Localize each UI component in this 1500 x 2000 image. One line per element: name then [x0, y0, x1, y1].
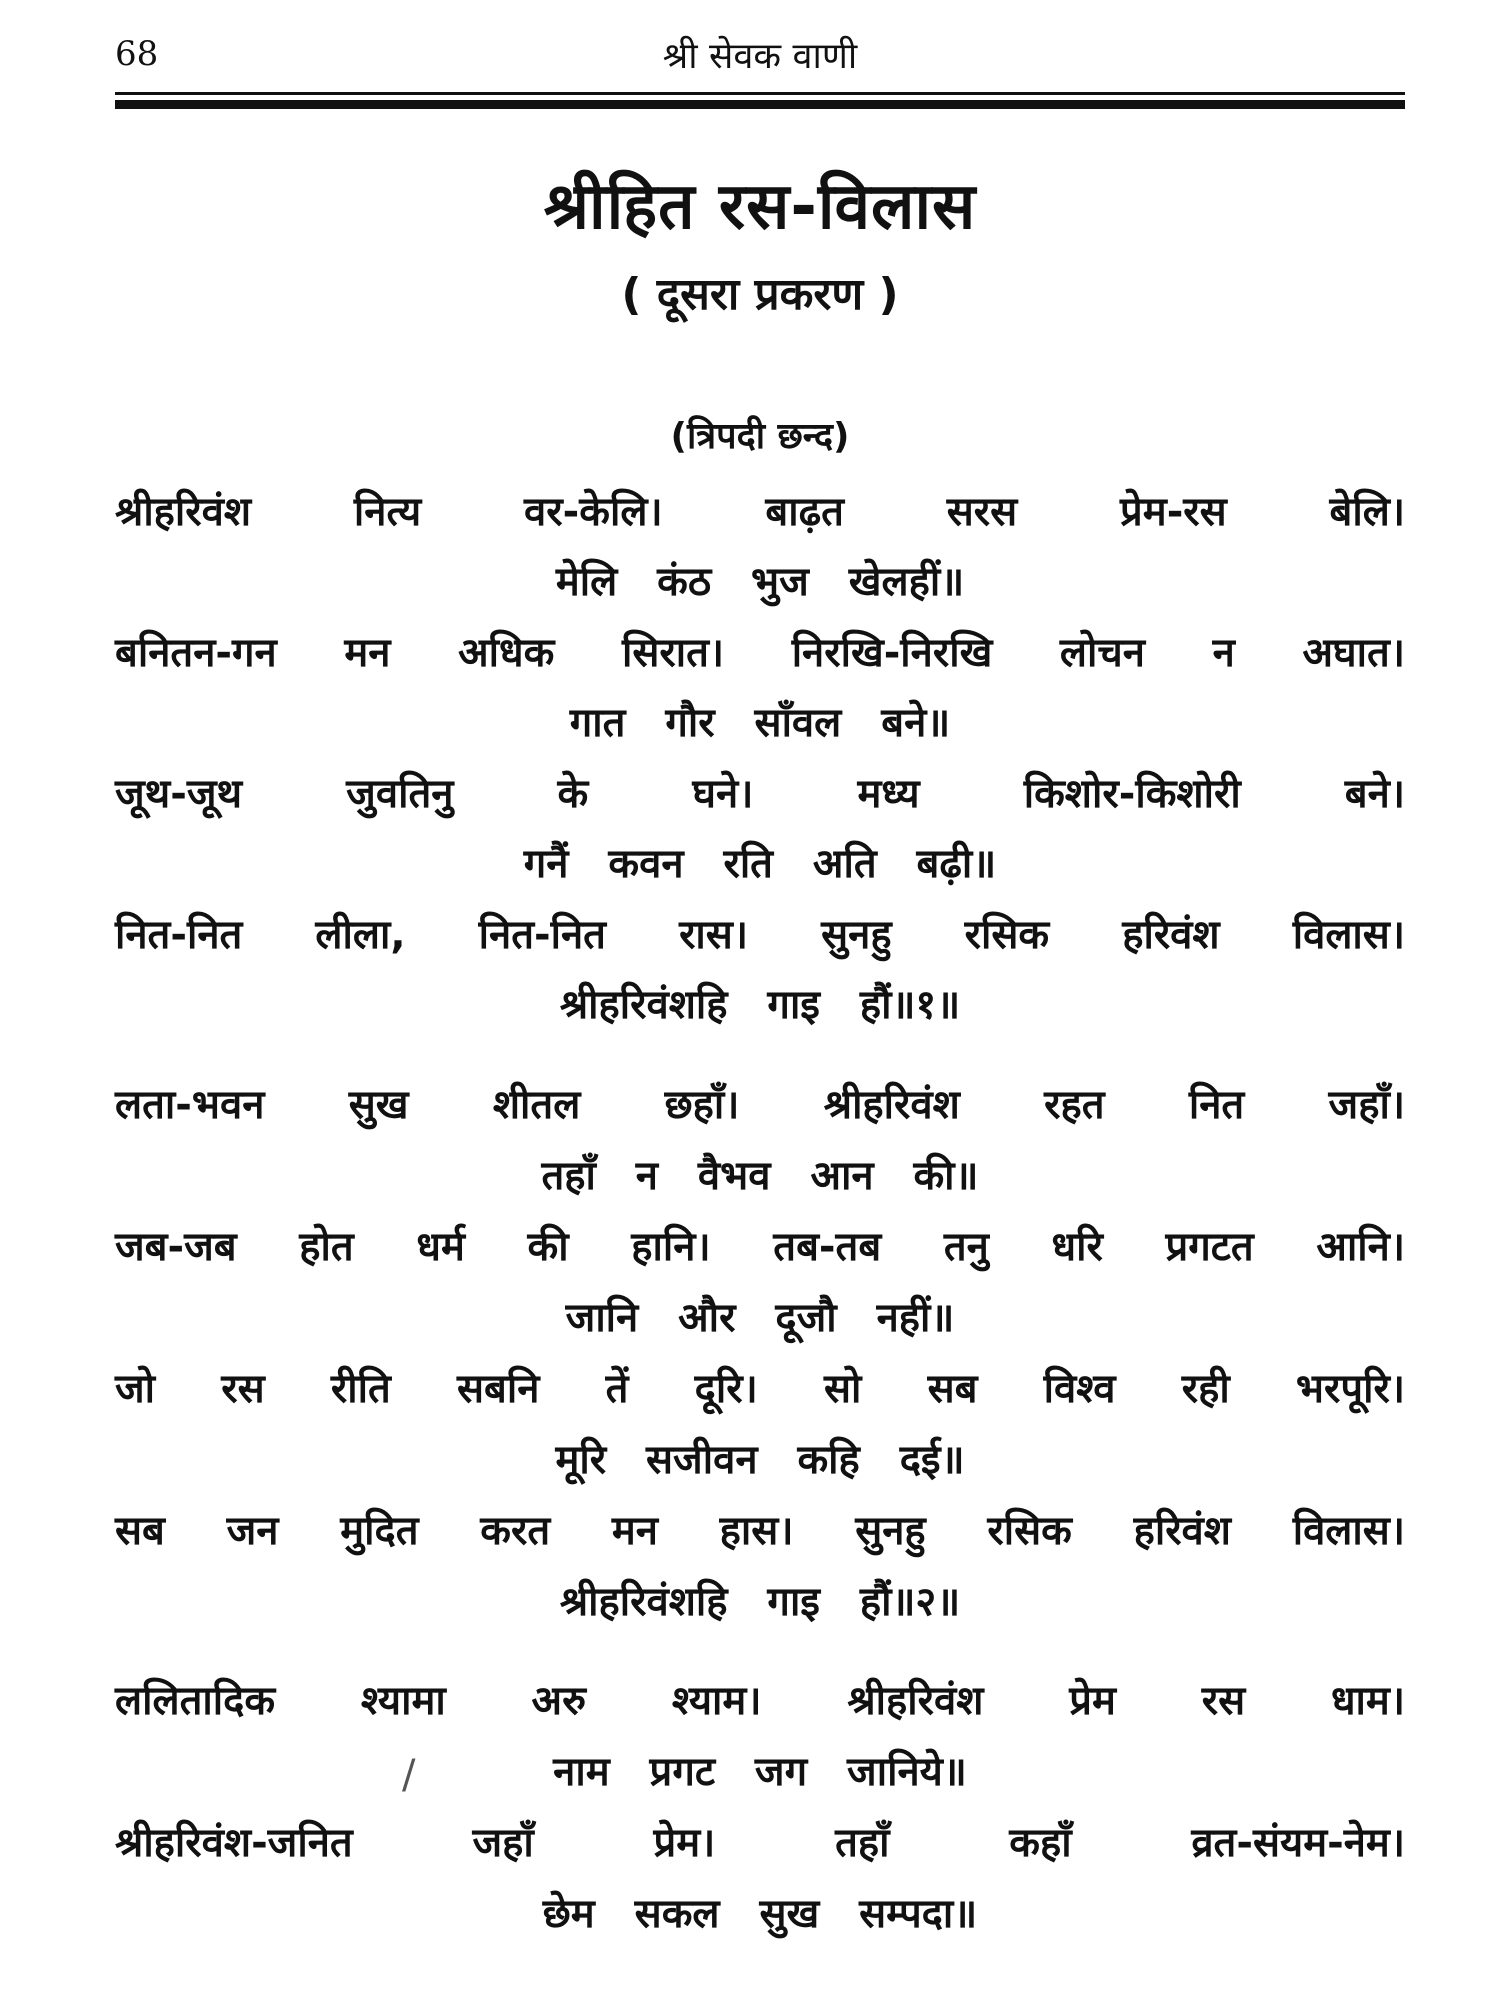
verse-line: सब जन मुदित करत मन हास। सुनहु रसिक हरिवंश विलास।	[115, 1508, 1405, 1554]
verse-line: जूथ-जूथ जुवतिनु के घने। मध्य किशोर-किशोरी बने।	[115, 771, 1405, 817]
meter-label: (त्रिपदी छन्द)	[670, 416, 850, 457]
verse-refrain-line: छेम सकल सुख सम्पदा॥	[542, 1891, 978, 1937]
verse-line: बनितन-गन मन अधिक सिरात। निरखि-निरखि लोचन न अघात।	[115, 630, 1405, 676]
verse-refrain-line: नाम प्रगट जग जानिये॥	[553, 1749, 967, 1795]
header-rule-thin	[115, 92, 1405, 95]
verse-refrain-line: तहाँ न वैभव आन की॥	[541, 1153, 979, 1199]
verse-refrain-line: मेलि कंठ भुज खेलहीं॥	[555, 559, 965, 605]
stray-pen-mark: /	[402, 1752, 416, 1798]
verse-line: जब-जब होत धर्म की हानि। तब-तब तनु धरि प्रगटत आनि।	[115, 1224, 1405, 1270]
verse-refrain-line: गनैं कवन रति अति बढ़ी॥	[523, 841, 997, 887]
header-rule-thick	[115, 100, 1405, 109]
verse-line: नित-नित लीला, नित-नित रास। सुनहु रसिक हरिवंश विलास।	[115, 912, 1405, 958]
verse-line: ललितादिक श्यामा अरु श्याम। श्रीहरिवंश प्रेम रस धाम।	[115, 1678, 1405, 1724]
verse-refrain-line: मूरि सजीवन कहि दई॥	[555, 1437, 965, 1483]
verse-line: श्रीहरिवंश नित्य वर-केलि। बाढ़त सरस प्रेम-रस बेलि।	[115, 489, 1405, 535]
verse-line: श्रीहरिवंश-जनित जहाँ प्रेम। तहाँ कहाँ व्रत-संयम-नेम।	[115, 1820, 1405, 1866]
verse-refrain-line: श्रीहरिवंशहि गाइ हौं॥१॥	[559, 982, 961, 1028]
verse-line: जो रस रीति सबनि तें दूरि। सो सब विश्व रही भरपूरि।	[115, 1366, 1405, 1412]
verse-refrain-line: गात गौर साँवल बने॥	[569, 700, 951, 746]
verse-refrain-line: श्रीहरिवंशहि गाइ हौं॥२॥	[559, 1579, 961, 1625]
page-number: 68	[115, 34, 159, 74]
verse-refrain-line: जानि और दूजौ नहीं॥	[565, 1295, 955, 1341]
chapter-title: श्रीहित रस-विलास	[543, 170, 977, 244]
chapter-subtitle: ( दूसरा प्रकरण )	[621, 269, 899, 320]
verse-line: लता-भवन सुख शीतल छहाँ। श्रीहरिवंश रहत नित जहाँ।	[115, 1082, 1405, 1128]
running-title: श्री सेवक वाणी	[662, 36, 858, 77]
page-header	[115, 28, 1405, 88]
